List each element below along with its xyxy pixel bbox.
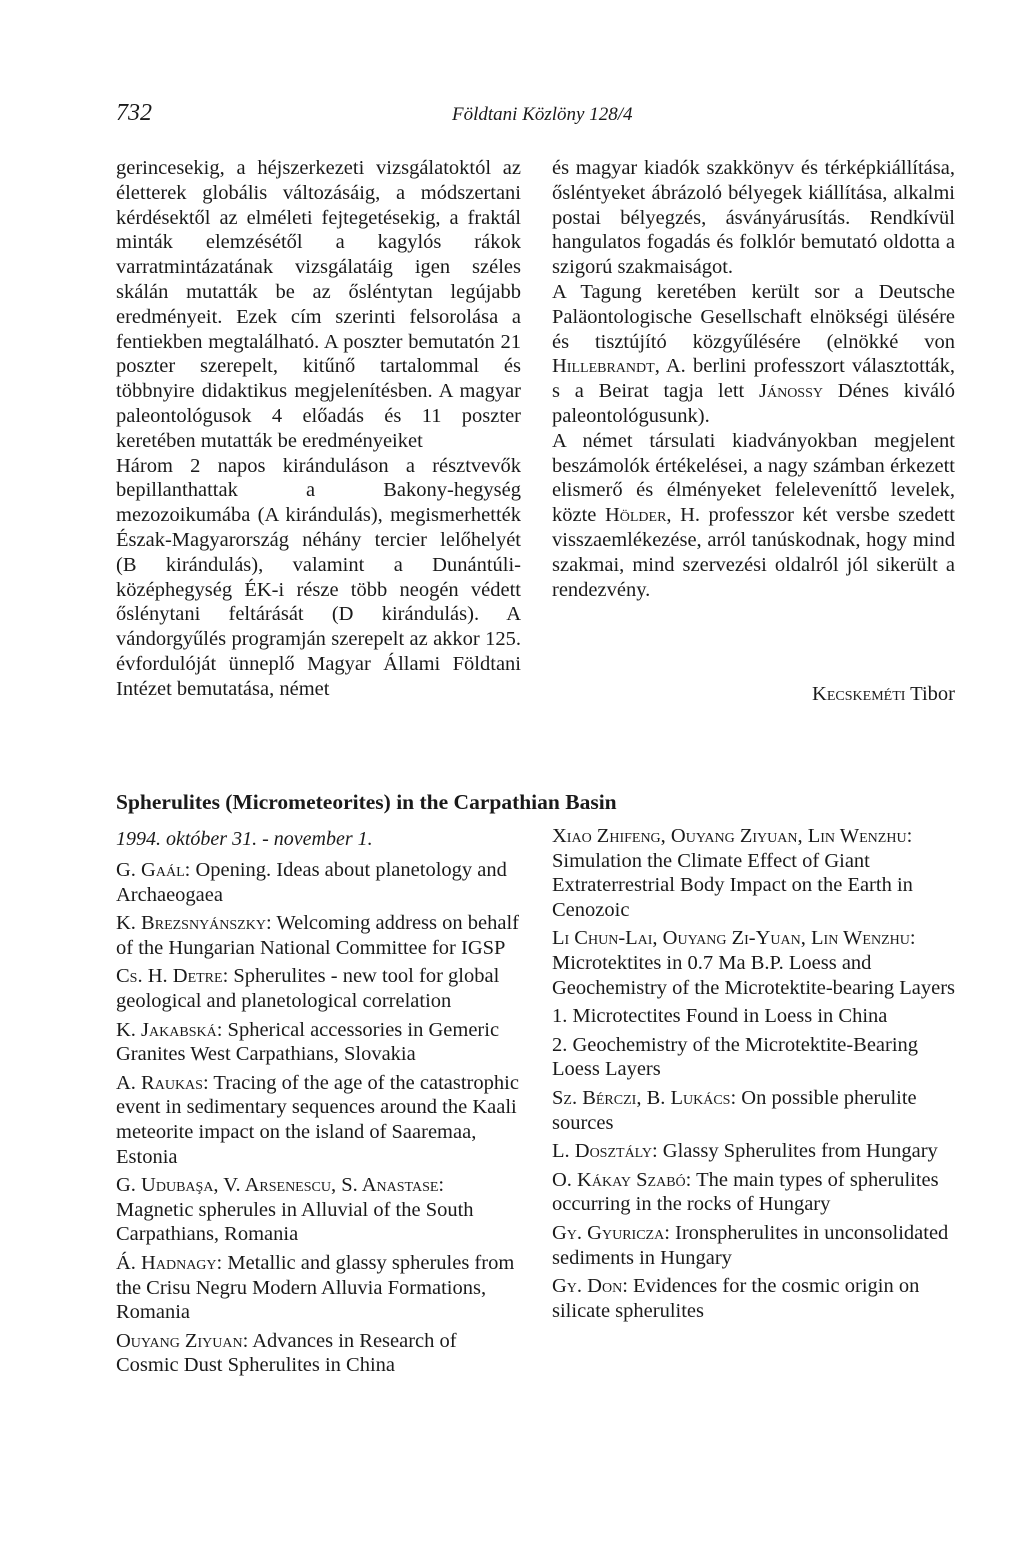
program-entry-title: : Advances in Research of Cosmic Dust Spherulites in China [116, 1329, 457, 1377]
program-entry [116, 964, 521, 1013]
program-entry-title: : Welcoming address on behalf of the Hungarian National Committee for IGSP [116, 912, 519, 959]
report-paragraph: Három 2 napos kiránduláson a résztvevők bepillanthattak a Bakony-hegység mezozoikumába (A kirándulás), megismerhették Észak-Magyarország néhány tercier lelőhelyét (B kirándulás), valamint a Dunántúli-középhegység ÉK-i része több neogén védett őslénytani feltárását (D kirándulás). A vándorgyűlés programján szerepelt az akkor 125. évfordulóját ünneplő Magyar Állami Földtani Intézet bemutatása, német [116, 454, 521, 700]
author-signature [552, 683, 955, 706]
program-entry [552, 926, 955, 1000]
report-paragraph [552, 429, 955, 603]
program-entry-title: 1. Microtectites Found in Loess in China [552, 1005, 888, 1028]
program-entry [552, 1004, 955, 1029]
signature-surname: Kecskeméti [812, 683, 906, 705]
person-name: Jánossy [759, 380, 823, 403]
program-entry-title: : Spherulites - new tool for global geological and planetological correlation [116, 965, 500, 1012]
report-right-column [552, 156, 955, 602]
program-entry-author: Gy. Don [552, 1275, 623, 1298]
program-entry-title: : The main types of spherulites occurring in the rocks of Hungary [552, 1168, 939, 1216]
program-entry [116, 1251, 521, 1325]
section-date: 1994. október 31. - november 1. [116, 828, 373, 850]
program-entry [116, 1173, 521, 1247]
program-entry-title: : Magnetic spherules in Alluvial of the South Carpathians, Romania [116, 1174, 474, 1246]
text-segment: A német társulati kiadványokban megjelent beszámolók értékelései, a nagy számban érkezett elismerő és élményeket feleleveníttő levelek, közte [552, 429, 955, 527]
program-entry [552, 1086, 955, 1135]
text-segment: , A. berlini professzort választották, s a Beirat tagja lett [552, 355, 955, 403]
text-segment: Dénes kiváló paleontológusunk). [552, 380, 955, 427]
signature-given: Tibor [905, 683, 955, 705]
program-entry-title: : Microtektites in 0.7 Ma B.P. Loess and Geochemistry of the Microtektite-bearing Layers [552, 927, 956, 999]
program-entry-author: G. Udubaşa, V. Arsenescu, S. Anastase [116, 1174, 439, 1197]
program-entry-author: Á. Hadnagy [116, 1251, 217, 1274]
program-entry [116, 911, 521, 960]
program-entry-title: : Metallic and glassy spherules from the Crisu Negru Modern Alluvia Formations, Romania [116, 1251, 515, 1324]
program-left-column [116, 858, 521, 1382]
program-entry [552, 1274, 955, 1323]
program-entry-author: A. Raukas [116, 1071, 203, 1094]
program-entry [116, 1329, 521, 1378]
program-entry-title: : Glassy Spherulites from Hungary [651, 1140, 938, 1163]
program-entry-title: : Tracing of the age of the catastrophic event in sedimentary sequences around the Kaali meteorite impact on the island of Saaremaa, Estonia [116, 1071, 519, 1168]
program-entry [552, 1033, 955, 1082]
program-entry-author: K. Brezsnyánszky [116, 912, 266, 935]
person-name: Hölder [604, 504, 667, 527]
section-title: Spherulites (Micrometeorites) in the Carpathian Basin [116, 790, 617, 814]
text-segment: A Tagung keretében került sor a Deutsche Paläontologische Gesellschaft elnökségi ülésére és tisztújító közgyűlésére (elnökké von [552, 280, 955, 353]
program-entry [552, 1221, 955, 1270]
program-entry-author: Li Chun-Lai, Ouyang Zi-Yuan, Lin Wenzhu [552, 927, 910, 950]
program-right-column [552, 824, 955, 1327]
program-entry [116, 1018, 521, 1067]
program-entry [116, 858, 521, 907]
program-entry [552, 1168, 955, 1217]
program-entry-author: Cs. H. Detre [116, 965, 223, 988]
program-entry [552, 824, 955, 922]
program-entry-title: : On possible pherulite sources [552, 1086, 917, 1134]
program-entry-title: : Spherical accessories in Gemeric Granites West Carpathians, Slovakia [116, 1018, 500, 1066]
program-entry-author: Xiao Zhifeng, Ouyang Ziyuan, Lin Wenzhu [552, 825, 907, 847]
program-entry-author: K. Jakabská [116, 1018, 217, 1041]
report-paragraph [552, 280, 955, 429]
report-paragraph: és magyar kiadók szakkönyv és térképkiállítása, ősléntyeket ábrázoló bélyegek kiállítása, alkalmi postai bélyegzés, ásványárusítás. Rendkívül hangulatos fogadás és folklór bemutató oldotta a szigorú szakmaiságot. [552, 157, 955, 279]
page-number: 732 [116, 100, 152, 126]
program-entry-title: 2. Geochemistry of the Microtektite-Bearing Loess Layers [552, 1033, 919, 1081]
program-entry-author: O. Kákay Szabó [552, 1168, 686, 1191]
program-entry [116, 1071, 521, 1169]
program-entry-title: : Simulation the Climate Effect of Giant Extraterrestrial Body Impact on the Earth in Cenozoic [552, 825, 913, 921]
text-segment: , H. professzor két versbe szedett visszaemlékezése, arról tanúskodnak, hogy mind szakmai, mind szervezési oldalról jól sikerült a rendezvény. [552, 504, 955, 601]
program-entry-author: G. Gaál [116, 859, 185, 881]
report-paragraph: gerincesekig, a héjszerkezeti vizsgálatoktól az életterek globális változásáig, a módszertani kérdésektől az elméleti fejtegetésekig, a fraktál minták elemzésétől a kagylós rákok varratmintázatának vizsgálatáig igen széles skálán mutatták be az ősléntytan legújabb eredményeit. Ezek cím szerinti felsorolása a fentiekben megtalálható. A poszter bemutatón 21 poszter szerepelt, kitűnő tartalommal és többnyire didaktikus megjelenítésben. A magyar paleontológusok 4 előadás és 11 poszter keretében mutatták be eredményeiket [116, 157, 521, 452]
program-entry-author: Gy. Gyuricza [552, 1221, 665, 1244]
program-entry-title: : Evidences for the cosmic origin on silicate spherulites [552, 1275, 920, 1322]
program-entry [552, 1139, 955, 1164]
program-entry-title: : Ironspherulites in unconsolidated sediments in Hungary [552, 1221, 949, 1269]
program-entry-author: L. Dosztály [552, 1140, 652, 1163]
person-name: Hillebrandt [552, 355, 655, 378]
program-entry-author: Sz. Bérczi, B. Lukács [552, 1086, 731, 1109]
report-left-column [116, 156, 521, 702]
journal-title: Földtani Közlöny 128/4 [452, 104, 633, 125]
program-entry-title: : Opening. Ideas about planetology and Archaeogaea [116, 859, 507, 906]
program-entry-author: Ouyang Ziyuan [116, 1329, 243, 1352]
